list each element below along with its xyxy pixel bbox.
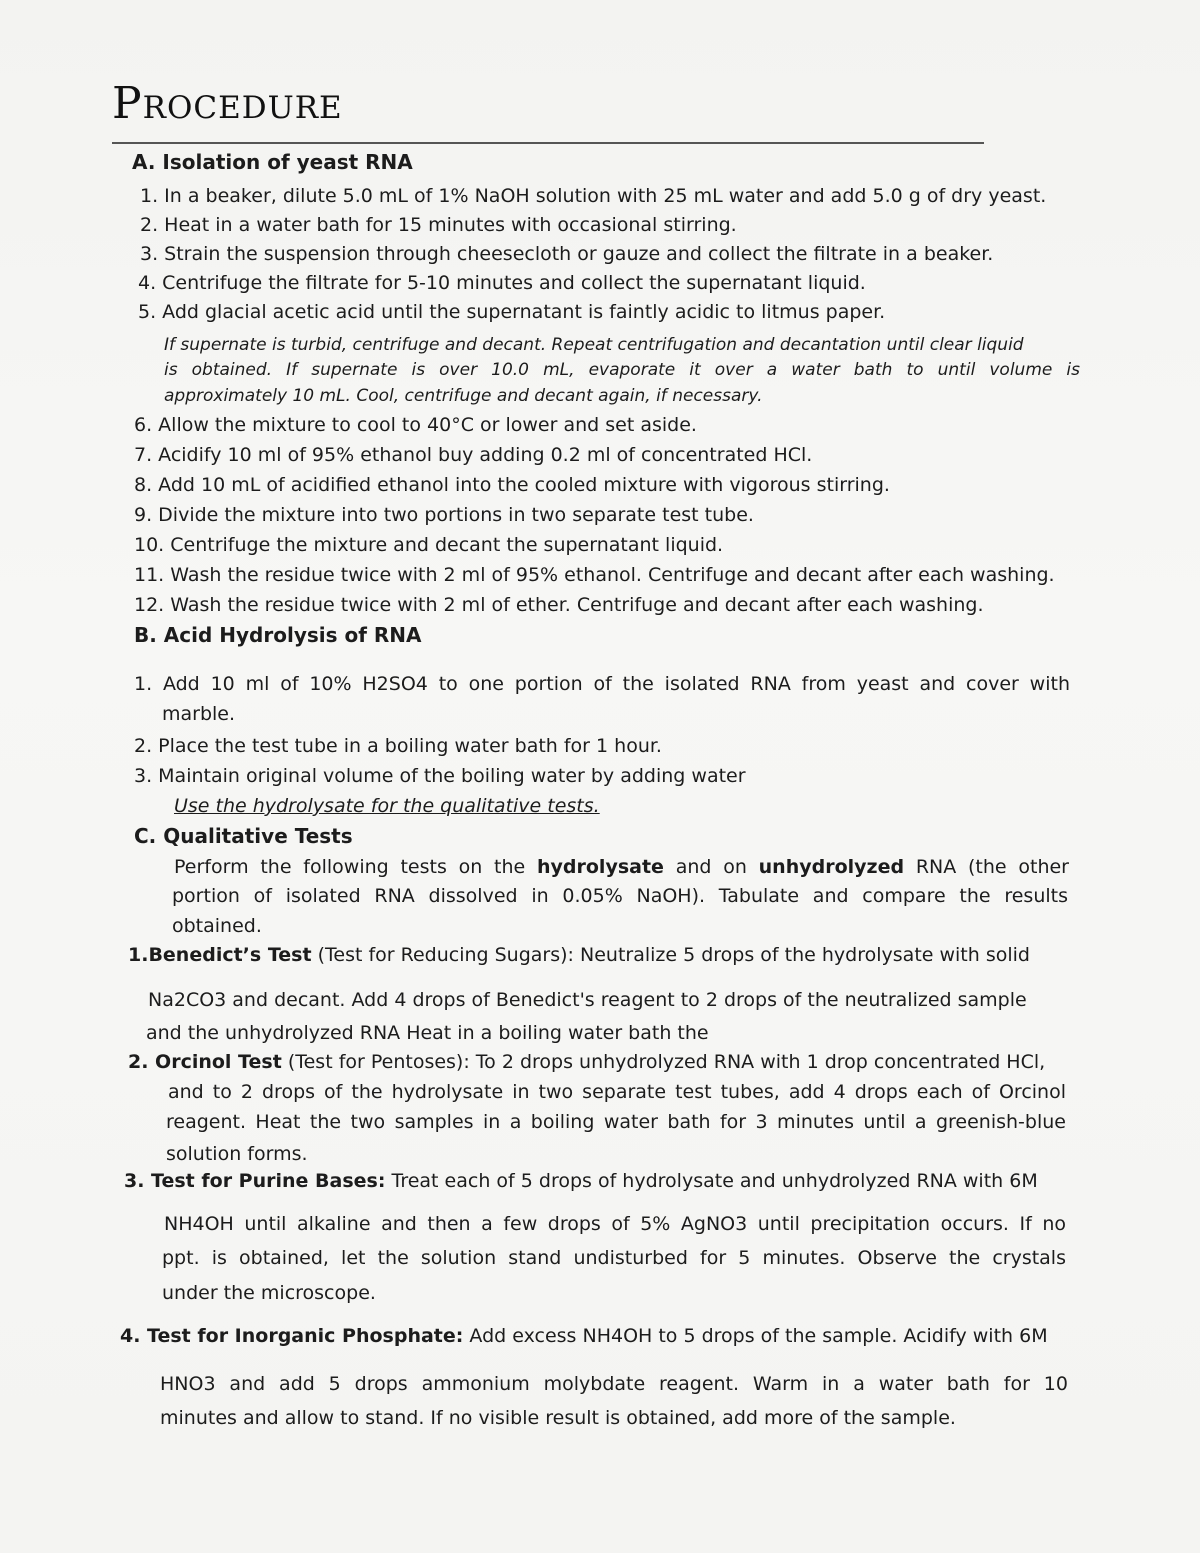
test4-line2: HNO3 and add 5 drops ammonium molybdate reagent. Warm in a water bath for 10 [160,1373,1068,1395]
section-b-heading: B. Acid Hydrolysis of RNA [134,623,422,647]
page-title: Procedure [112,78,343,129]
step-a4: 4. Centrifuge the filtrate for 5-10 minutes and collect the supernatant liquid. [138,272,866,294]
step-a1: 1. In a beaker, dilute 5.0 mL of 1% NaOH solution with 25 mL water and add 5.0 g of dry yeast. [140,185,1047,207]
note-line-3: approximately 10 mL. Cool, centrifuge and decant again, if necessary. [164,386,763,406]
section-c-intro-1 [174,855,1069,879]
test1-line1 [128,943,1030,967]
step-a10: 10. Centrifuge the mixture and decant the supernatant liquid. [134,534,724,556]
test3-line1 [124,1169,1038,1193]
intro-hydrolysate: hydrolysate [537,856,664,878]
test2-line2: and to 2 drops of the hydrolysate in two separate test tubes, add 4 drops each of Orcinol [168,1081,1066,1103]
step-a6: 6. Allow the mixture to cool to 40°C or lower and set aside. [134,414,697,436]
step-b2: 2. Place the test tube in a boiling water bath for 1 hour. [134,735,662,757]
step-b1: 1. Add 10 ml of 10% H2SO4 to one portion of the isolated RNA from yeast and cover with [134,673,1070,695]
test3-line3: ppt. is obtained, let the solution stand undisturbed for 5 minutes. Observe the crystals [162,1247,1066,1269]
step-a7: 7. Acidify 10 ml of 95% ethanol buy adding 0.2 ml of concentrated HCl. [134,444,813,466]
intro-unhydrolyzed: unhydrolyzed [758,856,905,878]
step-a3: 3. Strain the suspension through cheesecloth or gauze and collect the filtrate in a beaker. [140,243,994,265]
test3-line4: under the microscope. [162,1282,376,1304]
test2-name: 2. Orcinol Test [128,1051,282,1073]
test4-line1 [120,1324,1048,1348]
intro-text: and on [663,856,759,878]
test3-name: 3. Test for Purine Bases: [124,1170,386,1192]
test3-text: Treat each of 5 drops of hydrolysate and unhydrolyzed RNA with 6M [385,1170,1038,1192]
section-c-intro-3: obtained. [172,915,262,937]
test4-line3: minutes and allow to stand. If no visible result is obtained, add more of the sample. [160,1407,956,1429]
step-a8: 8. Add 10 mL of acidified ethanol into the cooled mixture with vigorous stirring. [134,474,890,496]
test3-line2: NH4OH until alkaline and then a few drops of 5% AgNO3 until precipitation occurs. If no [164,1213,1066,1235]
test2-line3: reagent. Heat the two samples in a boiling water bath for 3 minutes until a greenish-blue [166,1111,1066,1133]
step-b1-cont: marble. [162,703,236,725]
hydrolysate-note: Use the hydrolysate for the qualitative tests. [174,795,600,817]
test1-name: 1.Benedict’s Test [128,944,312,966]
step-a9: 9. Divide the mixture into two portions in two separate test tube. [134,504,754,526]
test4-name: 4. Test for Inorganic Phosphate: [120,1325,464,1347]
test2-line1 [128,1050,1045,1074]
step-a11: 11. Wash the residue twice with 2 ml of 95% ethanol. Centrifuge and decant after each washing. [134,564,1055,586]
note-line-2: is obtained. If supernate is over 10.0 mL, evaporate it over a water bath to until volume is [164,360,1080,380]
test2-line4: solution forms. [166,1143,308,1165]
section-a-heading: A. Isolation of yeast RNA [132,150,413,174]
step-a2: 2. Heat in a water bath for 15 minutes with occasional stirring. [140,214,737,236]
title-divider [112,142,984,144]
step-a5: 5. Add glacial acetic acid until the supernatant is faintly acidic to litmus paper. [138,301,886,323]
step-b3: 3. Maintain original volume of the boiling water by adding water [134,765,746,787]
step-a12: 12. Wash the residue twice with 2 ml of ether. Centrifuge and decant after each washing. [134,594,984,616]
section-c-heading: C. Qualitative Tests [134,824,353,848]
section-c-intro-2: portion of isolated RNA dissolved in 0.05% NaOH). Tabulate and compare the results [172,885,1068,907]
test1-line3: and the unhydrolyzed RNA Heat in a boiling water bath the [146,1022,709,1044]
test1-text: (Test for Reducing Sugars): Neutralize 5 drops of the hydrolysate with solid [311,944,1030,966]
note-line-1: If supernate is turbid, centrifuge and decant. Repeat centrifugation and decantation until clear liquid [164,335,1024,355]
test1-line2: Na2CO3 and decant. Add 4 drops of Benedict's reagent to 2 drops of the neutralized sample [148,989,1027,1011]
intro-text: RNA (the other [904,856,1069,878]
test2-text: (Test for Pentoses): To 2 drops unhydrolyzed RNA with 1 drop concentrated HCl, [281,1051,1046,1073]
intro-text: Perform the following tests on the [174,856,537,878]
test4-text: Add excess NH4OH to 5 drops of the sample. Acidify with 6M [463,1325,1048,1347]
